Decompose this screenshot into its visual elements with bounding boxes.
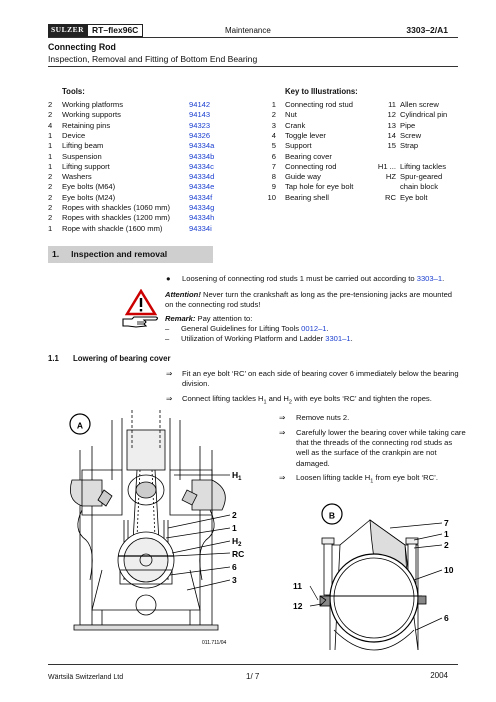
callout-2: 2: [232, 510, 237, 520]
footer-year: 2004: [430, 671, 448, 680]
key-item-text: Connecting rod stud: [285, 100, 353, 109]
tool-name: Eye bolts (M24): [62, 192, 116, 202]
tool-code[interactable]: 94334b: [189, 151, 215, 161]
callout-1: 1: [232, 523, 237, 533]
key-item-text: Bearing cover: [285, 151, 332, 161]
callout-6: 6: [444, 613, 449, 623]
tool-code[interactable]: 94334c: [189, 161, 214, 171]
tool-name: Lifting support: [62, 161, 110, 171]
arrow-icon: ⇒: [279, 473, 286, 482]
page-title: Connecting Rod: [48, 42, 116, 52]
callout-1: 1: [444, 529, 449, 539]
tool-qty: 1: [48, 223, 53, 233]
tool-qty: 2: [48, 182, 53, 192]
key-item-text: Lifting tackles: [400, 161, 447, 171]
figure-b-illustration: [290, 500, 465, 660]
step-text: Connect lifting tackles $H_1$ and $H_2$ with eye bolts ‘RC’ and tighten the ropes.: [182, 394, 432, 406]
tool-qty: 1: [48, 161, 53, 171]
key-item-number: 13: [387, 120, 396, 130]
key-item-number: 7: [271, 161, 276, 171]
key-item-number: 6: [271, 151, 276, 161]
key-item-number: 5: [271, 141, 276, 151]
callout-3: 3: [232, 575, 237, 585]
tool-code[interactable]: 94334h: [189, 213, 215, 223]
key-item-text: Connecting rod: [285, 161, 337, 171]
tool-qty: 2: [48, 110, 53, 120]
tool-name: Working platforms: [62, 100, 124, 109]
key-item-text: Cylindrical pin: [400, 110, 448, 120]
header-section: Maintenance: [225, 26, 271, 35]
key-item-number: 2: [271, 110, 276, 120]
key-item-text: Nut: [285, 110, 297, 120]
tool-qty: 2: [48, 172, 53, 182]
attention-note: Attention! Never turn the crankshaft as long as the pre-tensioning jacks are mounted on the connecting rod studs!: [165, 290, 453, 310]
key-item-text: Toggle lever: [285, 130, 326, 140]
callout-12: 12: [293, 601, 303, 611]
sulzer-logo: [48, 24, 143, 37]
page-number: 1/ 7: [246, 672, 260, 681]
tool-name: Washers: [62, 172, 92, 182]
tool-name: Retaining pins: [62, 120, 111, 130]
step-text: Loosen lifting tackle $H_1$ from eye bolt ‘RC’.: [296, 473, 438, 485]
key-item-number: HZ: [385, 172, 396, 182]
key-item-number: 10: [267, 192, 276, 202]
callout-h1: $H_1$: [232, 470, 242, 482]
figure-b-label: B: [328, 510, 336, 521]
key-item-number: [362, 152, 396, 162]
callout-10: 10: [444, 565, 454, 575]
callout-rc: RC: [232, 549, 245, 559]
step-text: Fit an eye bolt ‘RC’ on each side of bearing cover 6 immediately below the bearing division.: [182, 369, 459, 389]
tool-name: Lifting beam: [62, 141, 104, 151]
tool-qty: 1: [48, 141, 53, 151]
tool-qty: 2: [48, 203, 53, 212]
document-number: 3303–2/A1: [406, 25, 448, 35]
key-item-number: 12: [387, 110, 396, 120]
key-item-number: 3: [271, 120, 276, 130]
callout-6: 6: [232, 562, 237, 572]
bullet-text: Loosening of connecting rod studs 1 must be carried out according to 3303–1.: [182, 274, 445, 283]
subsection-title: Lowering of bearing cover: [73, 354, 171, 363]
arrow-icon: ⇒: [166, 394, 173, 403]
key-item-number: 14: [387, 130, 396, 140]
tool-code[interactable]: 94334d: [189, 172, 215, 182]
key-item-number: 8: [271, 172, 276, 182]
tool-qty: 2: [48, 192, 53, 202]
logo-text: SULZER: [48, 24, 87, 37]
tool-code[interactable]: 94334f: [189, 192, 213, 202]
step-text: Remove nuts 2.: [296, 413, 350, 422]
tool-code[interactable]: 94334i: [189, 223, 212, 233]
tool-qty: 4: [48, 120, 53, 130]
warning-icon: [125, 289, 157, 316]
remark-note: Remark: Pay attention to:: [165, 314, 253, 323]
step-text: Carefully lower the bearing cover while taking care that the threads of the connecting rod studs as well as the surface of the crankpin are not damaged.: [296, 428, 466, 468]
key-heading: Key to Illustrations:: [285, 87, 358, 96]
footer-divider: [48, 664, 458, 665]
key-item-number: 9: [271, 182, 276, 192]
key-item-text: Eye bolt: [400, 192, 428, 202]
section-heading: [48, 246, 213, 263]
figure-a-illustration: [62, 410, 252, 648]
tool-qty: 1: [48, 130, 53, 140]
tool-qty: 2: [48, 100, 53, 109]
section-number: 1.: [52, 249, 60, 259]
tool-name: Ropes with shackles (1200 mm): [62, 213, 171, 223]
tools-heading: Tools:: [62, 87, 85, 96]
key-item-number: H1 ...: [377, 161, 396, 171]
tool-name: Eye bolts (M64): [62, 182, 116, 192]
remark-item: – Utilization of Working Platform and Ladder 3301–1.: [165, 334, 353, 343]
key-item-text: Pipe: [400, 120, 416, 130]
page-subtitle: Inspection, Removal and Fitting of Bottom End Bearing: [48, 54, 258, 64]
key-item-number: RC: [385, 192, 396, 202]
key-item-number: 1: [271, 100, 276, 109]
tool-code[interactable]: 94334a: [189, 141, 215, 151]
footer-company: Wärtsilä Switzerland Ltd: [48, 674, 124, 681]
tool-code[interactable]: 94142: [189, 100, 211, 109]
key-item-text: chain block: [400, 182, 438, 192]
engine-model: RT–flex96C: [87, 24, 143, 37]
header-divider: [48, 37, 458, 38]
key-item-text: Bearing shell: [285, 192, 329, 202]
key-item-number: 11: [388, 100, 396, 109]
key-item-text: Spur-geared: [400, 172, 443, 182]
tool-qty: 1: [48, 151, 53, 161]
callout-7: 7: [444, 518, 449, 528]
figure-a-label: A: [76, 420, 84, 431]
tool-name: Working supports: [62, 110, 121, 120]
key-item-text: Crank: [285, 120, 306, 130]
tool-name: Rope with shackle (1600 mm): [62, 223, 163, 233]
key-item-text: Tap hole for eye bolt: [285, 182, 354, 192]
tool-name: Suspension: [62, 151, 102, 161]
pointing-hand-icon: [122, 315, 160, 329]
tool-code[interactable]: 94323: [189, 120, 211, 130]
callout-11: 11: [293, 581, 302, 591]
key-item-number: 15: [387, 141, 396, 151]
figure-ref: 011.711/04: [202, 640, 227, 646]
key-item-number: 4: [271, 130, 276, 140]
arrow-icon: ⇒: [279, 428, 286, 437]
subsection-number: 1.1: [48, 354, 59, 363]
ref-link-3303-1[interactable]: 3303–1: [416, 274, 443, 283]
callout-2: 2: [444, 540, 449, 550]
callout-h2: $H_2$: [232, 536, 242, 548]
tool-qty: 2: [48, 213, 53, 223]
key-item-text: Allen screw: [400, 100, 439, 109]
key-item-text: Screw: [400, 130, 422, 140]
tool-code[interactable]: 94334g: [189, 203, 215, 212]
tool-name: Device: [62, 130, 86, 140]
section-title: Inspection and removal: [71, 249, 168, 259]
tool-code[interactable]: 94326: [189, 130, 211, 140]
tool-name: Ropes with shackles (1060 mm): [62, 203, 171, 212]
key-item-text: Strap: [400, 141, 419, 151]
key-item-text: Support: [285, 141, 312, 151]
arrow-icon: ⇒: [166, 369, 173, 378]
ref-link-0012-1[interactable]: 0012–1: [301, 324, 327, 333]
key-item-number: [362, 182, 396, 192]
remark-item: – General Guidelines for Lifting Tools 0012–1.: [165, 324, 329, 333]
bullet-icon: ●: [166, 274, 171, 283]
arrow-icon: ⇒: [279, 413, 286, 422]
ref-link-3301-1[interactable]: 3301–1: [325, 334, 351, 343]
tool-code[interactable]: 94143: [189, 110, 211, 120]
tool-code[interactable]: 94334e: [189, 182, 215, 192]
title-divider: [48, 66, 458, 67]
key-item-text: Guide way: [285, 172, 321, 182]
